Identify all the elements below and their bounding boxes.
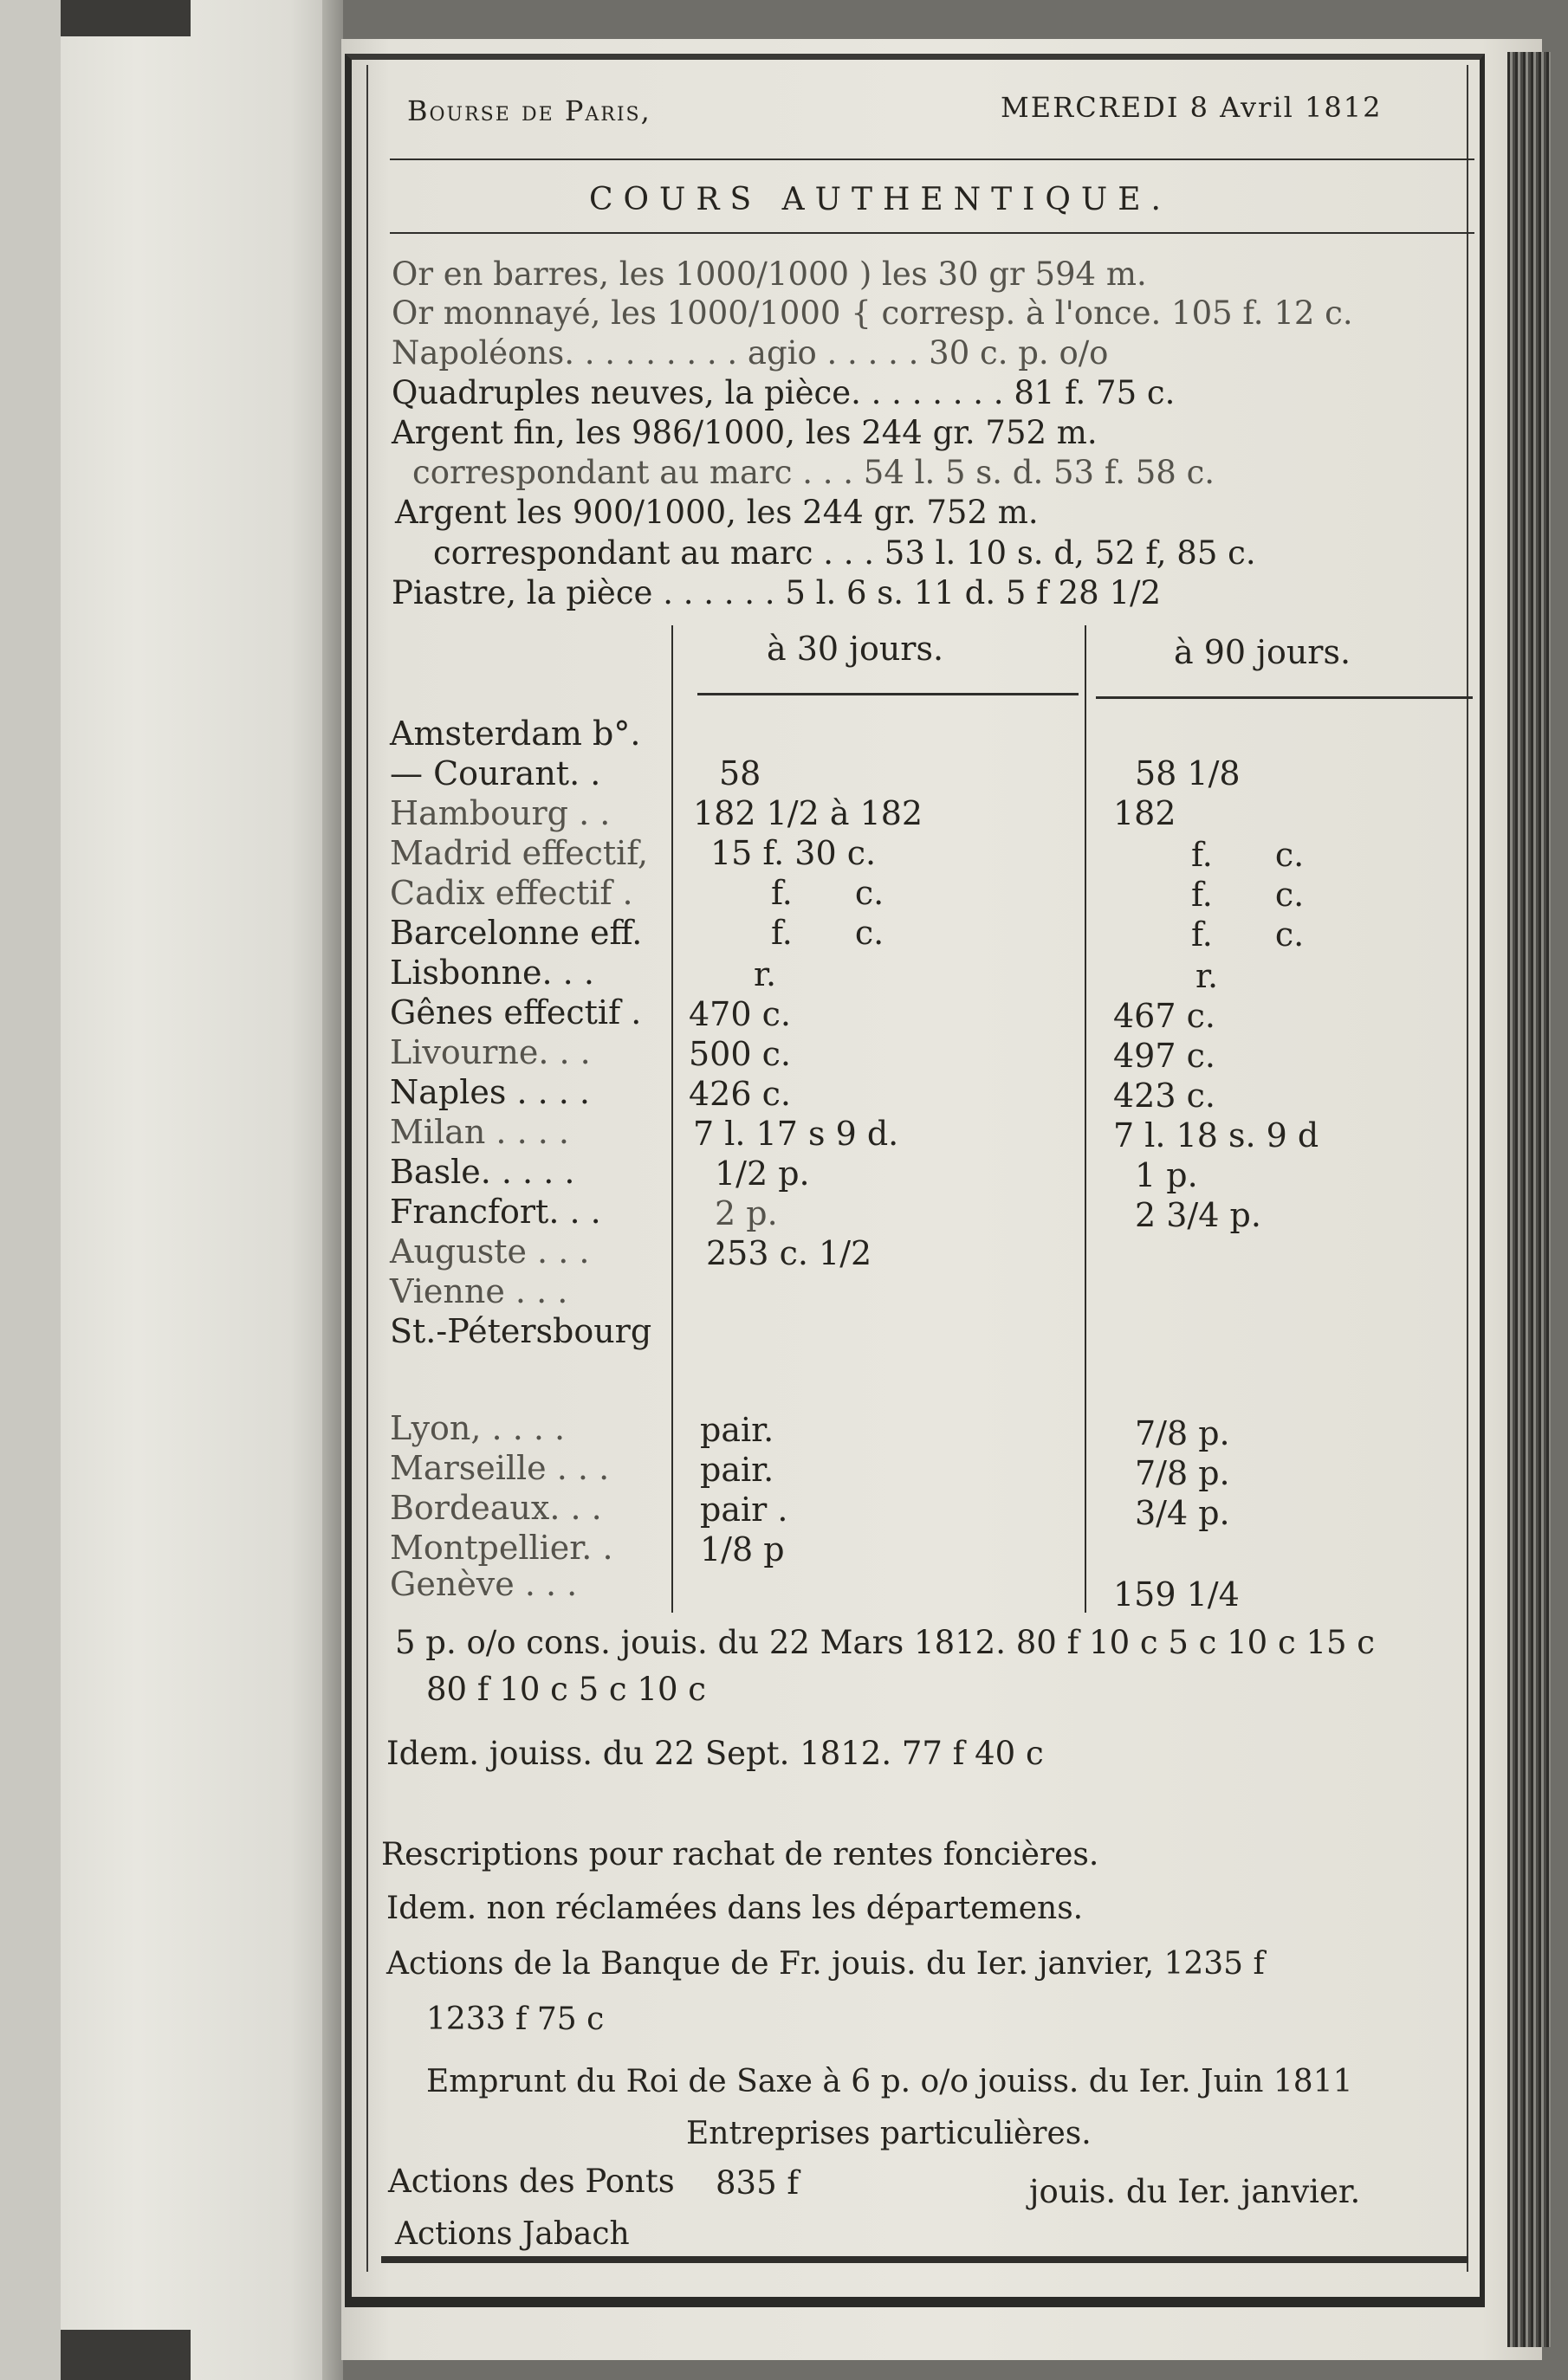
page-edges bbox=[1507, 52, 1551, 2347]
rate-30-barcelonne: f. c. bbox=[771, 914, 884, 952]
rate-30-lyon: pair. bbox=[700, 1411, 774, 1449]
place-lisbonne: Lisbonne. . . bbox=[390, 954, 594, 992]
metal-line-1: Or en barres, les 1000/1000 ) les 30 gr 594 m. bbox=[392, 255, 1147, 293]
rate-30-francfort: 2 p. bbox=[715, 1194, 778, 1232]
place-barcelonne: Barcelonne eff. bbox=[390, 914, 643, 952]
exchange-name: Bourse de Paris, bbox=[407, 94, 651, 127]
metal-line-5: Argent fin, les 986/1000, les 244 gr. 752 m. bbox=[392, 414, 1098, 451]
rate-30-auguste: 253 c. 1/2 bbox=[706, 1234, 872, 1272]
rate-30-milan: 7 l. 17 s 9 d. bbox=[693, 1115, 899, 1153]
metal-line-9: Piastre, la pièce . . . . . . 5 l. 6 s. 11 d. 5 f 28 1/2 bbox=[392, 574, 1161, 611]
rate-30-livourne: 500 c. bbox=[689, 1035, 791, 1073]
col-header-30-rule bbox=[697, 693, 1079, 695]
col-header-30-days: à 30 jours. bbox=[767, 630, 944, 668]
place-francfort: Francfort. . . bbox=[390, 1193, 601, 1231]
actions-ponts-jouissance: jouis. du Ier. janvier. bbox=[1029, 2173, 1361, 2210]
banque-de-france-line: Actions de la Banque de Fr. jouis. du Ier. janvier, 1235 f bbox=[386, 1946, 1265, 1982]
rate-90-hambourg: 182 bbox=[1113, 794, 1176, 832]
rate-90-lisbonne: r. bbox=[1195, 957, 1219, 995]
place-vienne: Vienne . . . bbox=[390, 1272, 568, 1310]
rate-30-cadix: f. c. bbox=[771, 874, 884, 912]
place-st-petersbourg: St.-Pétersbourg bbox=[390, 1312, 652, 1350]
rate-90-bordeaux: 3/4 p. bbox=[1135, 1494, 1230, 1532]
place-lyon: Lyon, . . . . bbox=[390, 1409, 566, 1447]
column-divider-left bbox=[671, 625, 673, 1613]
rate-30-lisbonne: r. bbox=[754, 955, 777, 993]
rate-90-milan: 7 l. 18 s. 9 d bbox=[1113, 1116, 1319, 1154]
rate-90-marseille: 7/8 p. bbox=[1135, 1454, 1230, 1492]
rate-90-basle: 1 p. bbox=[1135, 1156, 1198, 1194]
place-genes: Gênes effectif . bbox=[390, 993, 642, 1032]
gutter-shadow bbox=[322, 0, 343, 2380]
rate-30-courant: 58 bbox=[719, 754, 761, 792]
bottom-rule bbox=[381, 2256, 1468, 2263]
rate-90-lyon: 7/8 p. bbox=[1135, 1414, 1230, 1452]
rate-90-barcelonne: f. c. bbox=[1191, 915, 1305, 954]
rate-90-francfort: 2 3/4 p. bbox=[1135, 1196, 1261, 1234]
column-divider-right bbox=[1085, 625, 1086, 1613]
col-header-90-days: à 90 jours. bbox=[1174, 633, 1351, 671]
rente-5pc-continued: 80 f 10 c 5 c 10 c bbox=[426, 1671, 706, 1708]
place-geneve: Genève . . . bbox=[390, 1565, 578, 1603]
rate-30-marseille: pair. bbox=[700, 1451, 774, 1489]
metal-line-2: Or monnayé, les 1000/1000 { corresp. à l'once. 105 f. 12 c. bbox=[392, 294, 1353, 332]
rate-30-bordeaux: pair . bbox=[700, 1491, 788, 1529]
place-bordeaux: Bordeaux. . . bbox=[390, 1489, 602, 1527]
page-title: COURS AUTHENTIQUE. bbox=[589, 182, 1171, 217]
rate-90-livourne: 497 c. bbox=[1113, 1037, 1215, 1075]
actions-ponts-value: 835 f bbox=[716, 2164, 800, 2202]
metal-line-6: correspondant au marc . . . 54 l. 5 s. d. 53 f. 58 c. bbox=[412, 454, 1215, 491]
place-hambourg: Hambourg . . bbox=[390, 794, 611, 832]
header-rule bbox=[390, 158, 1474, 160]
title-rule bbox=[390, 232, 1474, 234]
place-amsterdam: Amsterdam b°. bbox=[390, 715, 641, 753]
date-line: MERCREDI 8 Avril 1812 bbox=[1001, 91, 1383, 124]
place-montpellier: Montpellier. . bbox=[390, 1529, 613, 1567]
rate-30-hambourg: 182 1/2 à 182 bbox=[693, 794, 923, 832]
binding-bottom bbox=[61, 2330, 191, 2380]
place-livourne: Livourne. . . bbox=[390, 1033, 591, 1071]
rate-90-genes: 467 c. bbox=[1113, 997, 1215, 1035]
actions-ponts-label: Actions des Ponts bbox=[388, 2163, 675, 2200]
place-milan: Milan . . . . bbox=[390, 1113, 569, 1151]
rate-90-courant: 58 1/8 bbox=[1135, 754, 1241, 792]
metal-line-4: Quadruples neuves, la pièce. . . . . . . . 81 f. 75 c. bbox=[392, 374, 1176, 411]
place-marseille: Marseille . . . bbox=[390, 1449, 610, 1487]
rate-90-cadix: f. c. bbox=[1191, 876, 1305, 914]
rate-90-naples: 423 c. bbox=[1113, 1077, 1215, 1115]
banque-de-france-continued: 1233 f 75 c bbox=[426, 2002, 605, 2037]
place-courant: — Courant. . bbox=[390, 754, 601, 792]
rate-30-madrid: 15 f. 30 c. bbox=[710, 834, 877, 872]
place-basle: Basle. . . . . bbox=[390, 1153, 575, 1191]
binding-top bbox=[61, 0, 191, 36]
entreprises-heading: Entreprises particulières. bbox=[686, 2116, 1092, 2151]
metal-line-8: correspondant au marc . . . 53 l. 10 s. d, 52 f, 85 c. bbox=[433, 534, 1256, 572]
actions-jabach: Actions Jabach bbox=[395, 2216, 630, 2252]
place-madrid: Madrid effectif, bbox=[390, 834, 649, 872]
emprunt-saxe-line: Emprunt du Roi de Saxe à 6 p. o/o jouiss. du Ier. Juin 1811 bbox=[426, 2064, 1353, 2099]
place-auguste: Auguste . . . bbox=[390, 1232, 590, 1271]
idem-non-reclamees: Idem. non réclamées dans les départemens. bbox=[386, 1891, 1084, 1926]
rate-30-montpellier: 1/8 p bbox=[700, 1530, 785, 1568]
col-header-90-rule bbox=[1096, 696, 1473, 699]
rate-30-naples: 426 c. bbox=[689, 1075, 791, 1113]
rescriptions-line: Rescriptions pour rachat de rentes foncières. bbox=[381, 1837, 1099, 1872]
rate-30-genes: 470 c. bbox=[689, 995, 791, 1033]
rate-90-geneve: 159 1/4 bbox=[1113, 1575, 1240, 1614]
rate-30-basle: 1/2 p. bbox=[715, 1154, 810, 1193]
rente-idem-line: Idem. jouiss. du 22 Sept. 1812. 77 f 40 c bbox=[386, 1735, 1044, 1772]
place-naples: Naples . . . . bbox=[390, 1073, 591, 1111]
place-cadix: Cadix effectif . bbox=[390, 874, 633, 912]
rate-90-madrid: f. c. bbox=[1191, 836, 1305, 874]
left-page-edge bbox=[0, 0, 61, 2380]
rente-5pc-line: 5 p. o/o cons. jouis. du 22 Mars 1812. 80 f 10 c 5 c 10 c 15 c bbox=[395, 1624, 1376, 1661]
metal-line-3: Napoléons. . . . . . . . . agio . . . . . 30 c. p. o/o bbox=[392, 334, 1109, 372]
metal-line-7: Argent les 900/1000, les 244 gr. 752 m. bbox=[395, 494, 1039, 531]
